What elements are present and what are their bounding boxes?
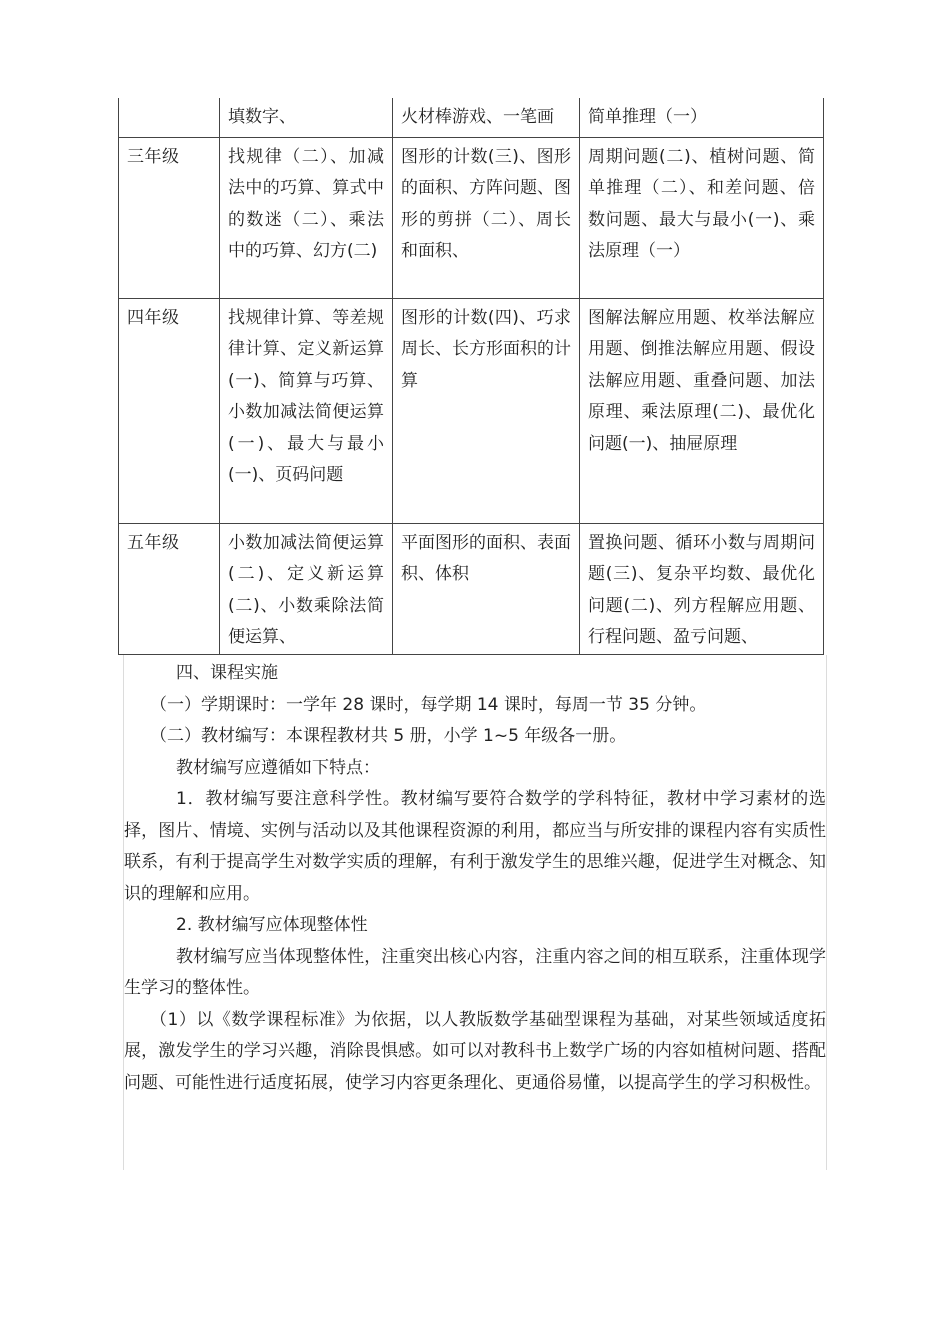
grade-cell: 三年级 [119, 137, 220, 298]
point-integrity-body: 教材编写应当体现整体性，注重突出核心内容，注重内容之间的相互联系，注重体现学生学习的整体性。 [124, 946, 826, 998]
application-cell: 置换问题、循环小数与周期问题(三)、复杂平均数、最优化问题(二)、列方程解应用题、行程问题、盈亏问题、 [580, 523, 824, 654]
table-row [119, 523, 824, 654]
table-row [119, 298, 824, 523]
course-implementation-section [124, 658, 826, 1099]
arithmetic-cell: 找规律（二）、加减法中的巧算、算式中的数迷（二）、乘法中的巧算、幻方(二) [220, 137, 393, 298]
textbook-item: （二）教材编写：本课程教材共 5 册，小学 1~5 年级各一册。 [150, 726, 627, 746]
arithmetic-cell: 找规律计算、等差规律计算、定义新运算(一)、简算与巧算、小数加减法简便运算(一)、最大与最小(一)、页码问题 [220, 298, 393, 523]
grade-cell: 四年级 [119, 298, 220, 523]
geometry-cell: 图形的计数(三)、图形的面积、方阵问题、图形的剪拼（二）、周长和面积、 [393, 137, 580, 298]
geometry-cell: 火材棒游戏、一笔画 [393, 98, 580, 137]
class-hours-item: （一）学期课时：一学年 28 课时，每学期 14 课时，每周一节 35 分钟。 [150, 694, 707, 715]
application-cell: 简单推理（一） [580, 98, 824, 137]
section-heading: 四、课程实施 [176, 663, 278, 683]
arithmetic-cell: 小数加减法简便运算(二)、定义新运算(二)、小数乘除法简便运算、 [220, 523, 393, 654]
features-intro: 教材编写应遵循如下特点： [176, 757, 380, 778]
grade-cell: 五年级 [119, 523, 220, 654]
point-integrity-sub1: （1）以《数学课程标准》为依据，以人教版数学基础型课程为基础，对某些领域适度拓展，激发学生的学习兴趣，消除畏惧感。如可以对教科书上数学广场的内容如植树问题、搭配问题、可能性进行适度拓展，使学习内容更条理化、更通俗易懂，以提高学生的学习积极性。 [124, 1009, 826, 1093]
table-row [119, 98, 824, 137]
curriculum-table [118, 98, 824, 655]
point-scientific: 1．教材编写要注意科学性。教材编写要符合数学的学科特征，教材中学习素材的选择，图片、情境、实例与活动以及其他课程资源的利用，都应当与所安排的课程内容有实质性联系，有利于提高学生对数学实质的理解，有利于激发学生的思维兴趣，促进学生对概念、知识的理解和应用。 [124, 789, 826, 904]
point-integrity-title: 2. 教材编写应体现整体性 [176, 915, 368, 935]
grade-cell [119, 98, 220, 137]
table-row [119, 137, 824, 298]
application-cell: 图解法解应用题、枚举法解应用题、倒推法解应用题、假设法解应用题、重叠问题、加法原理、乘法原理(二)、最优化问题(一)、抽屉原理 [580, 298, 824, 523]
geometry-cell: 图形的计数(四)、巧求周长、长方形面积的计算 [393, 298, 580, 523]
geometry-cell: 平面图形的面积、表面积、体积 [393, 523, 580, 654]
arithmetic-cell: 填数字、 [220, 98, 393, 137]
application-cell: 周期问题(二)、植树问题、简单推理（二）、和差问题、倍数问题、最大与最小(一)、乘法原理（一） [580, 137, 824, 298]
